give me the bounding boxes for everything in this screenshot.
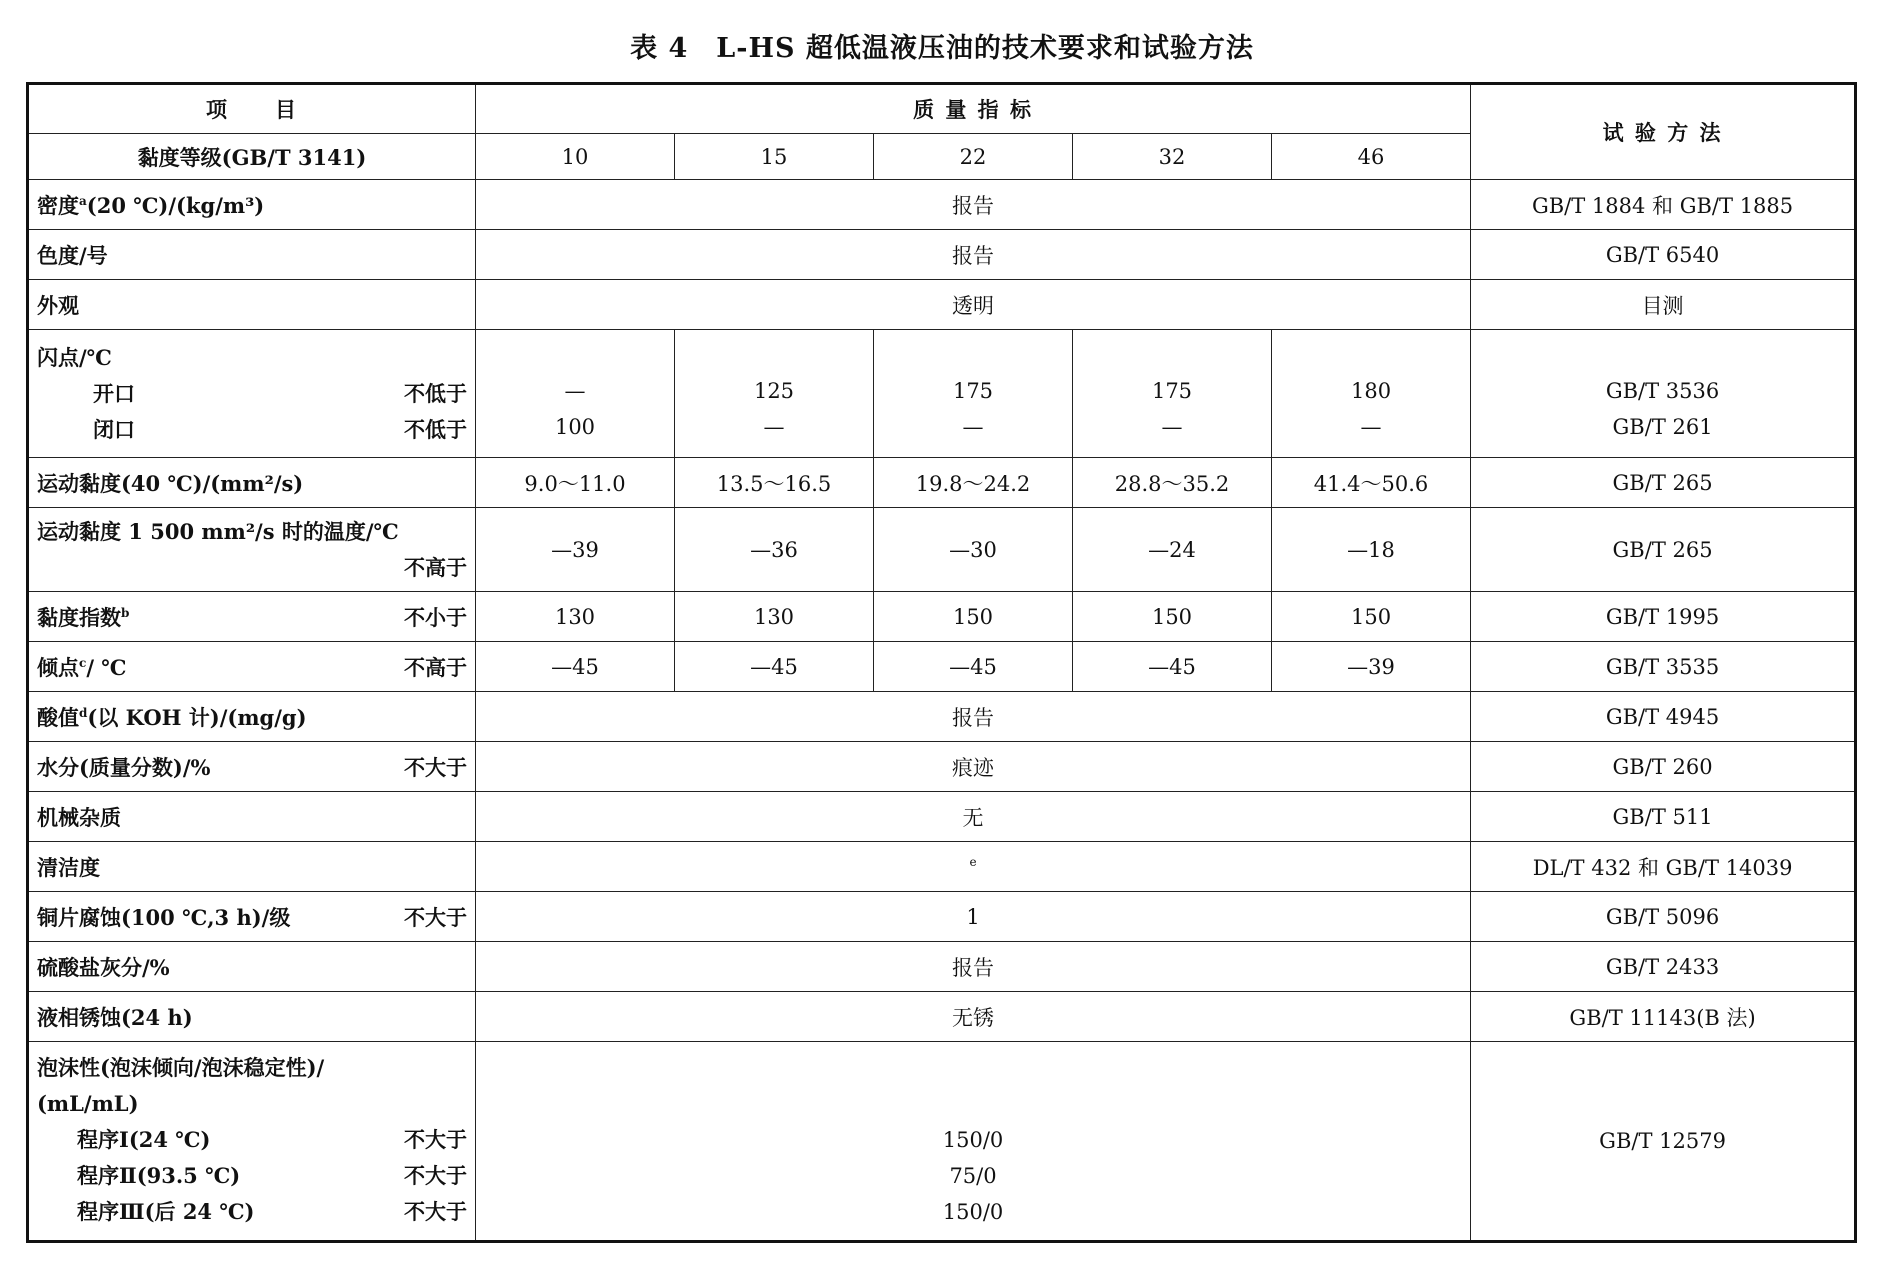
kvtemp-46: —18 bbox=[1272, 508, 1471, 592]
table-row bbox=[28, 692, 1856, 742]
water-value: 痕迹 bbox=[476, 742, 1471, 792]
table-row-foam bbox=[28, 1042, 1856, 1242]
impurity-method: GB/T 511 bbox=[1471, 792, 1856, 842]
clean-value: e bbox=[476, 842, 1471, 892]
clean-label: 清洁度 bbox=[28, 842, 476, 892]
density-method: GB/T 1884 和 GB/T 1885 bbox=[1471, 180, 1856, 230]
flash-method: GB/T 3536 GB/T 261 bbox=[1471, 330, 1856, 458]
appearance-value: 透明 bbox=[476, 280, 1471, 330]
copper-label: 铜片腐蚀(100 ℃,3 h)/级 不大于 bbox=[28, 892, 476, 942]
color-value: 报告 bbox=[476, 230, 1471, 280]
rust-value: 无锈 bbox=[476, 992, 1471, 1042]
flash-22: 175 — bbox=[874, 330, 1073, 458]
kv40-label: 运动黏度(40 ℃)/(mm²/s) bbox=[28, 458, 476, 508]
flash-46: 180 — bbox=[1272, 330, 1471, 458]
table-title-text: L-HS 超低温液压油的技术要求和试验方法 bbox=[716, 33, 1254, 64]
pour-method: GB/T 3535 bbox=[1471, 642, 1856, 692]
flash-32: 175 — bbox=[1073, 330, 1272, 458]
grade-22: 22 bbox=[874, 134, 1073, 180]
grade-10: 10 bbox=[476, 134, 675, 180]
kvtemp-22: —30 bbox=[874, 508, 1073, 592]
header-row bbox=[28, 84, 1856, 134]
grade-46: 46 bbox=[1272, 134, 1471, 180]
kvtemp-method: GB/T 265 bbox=[1471, 508, 1856, 592]
kvtemp-label: 运动黏度 1 500 mm²/s 时的温度/℃ 不高于 bbox=[28, 508, 476, 592]
kv40-15: 13.5～16.5 bbox=[675, 458, 874, 508]
pour-46: —39 bbox=[1272, 642, 1471, 692]
table-row bbox=[28, 742, 1856, 792]
table-row bbox=[28, 230, 1856, 280]
appearance-label: 外观 bbox=[28, 280, 476, 330]
kv40-method: GB/T 265 bbox=[1471, 458, 1856, 508]
item-header: 项 目 bbox=[28, 84, 476, 134]
color-label: 色度/号 bbox=[28, 230, 476, 280]
table-row bbox=[28, 892, 1856, 942]
vi-46: 150 bbox=[1272, 592, 1471, 642]
density-label: 密度$^a$(20 ℃)/(kg/m³) bbox=[28, 180, 476, 230]
vi-22: 150 bbox=[874, 592, 1073, 642]
copper-value: 1 bbox=[476, 892, 1471, 942]
table-row bbox=[28, 592, 1856, 642]
pour-22: —45 bbox=[874, 642, 1073, 692]
kvtemp-10: —39 bbox=[476, 508, 675, 592]
grade-15: 15 bbox=[675, 134, 874, 180]
ash-method: GB/T 2433 bbox=[1471, 942, 1856, 992]
spec-table bbox=[26, 82, 1857, 1243]
table-row bbox=[28, 508, 1856, 592]
table-title bbox=[0, 26, 1884, 65]
table-row bbox=[28, 842, 1856, 892]
rust-method: GB/T 11143(B 法) bbox=[1471, 992, 1856, 1042]
flash-10: — 100 bbox=[476, 330, 675, 458]
foam-values: 150/0 75/0 150/0 bbox=[476, 1042, 1471, 1242]
impurity-value: 无 bbox=[476, 792, 1471, 842]
quality-header: 质 量 指 标 bbox=[476, 84, 1471, 134]
pour-10: —45 bbox=[476, 642, 675, 692]
table-row bbox=[28, 280, 1856, 330]
table-number: 表 4 bbox=[630, 33, 689, 64]
table-row bbox=[28, 992, 1856, 1042]
kv40-46: 41.4～50.6 bbox=[1272, 458, 1471, 508]
kv40-32: 28.8～35.2 bbox=[1073, 458, 1272, 508]
table-row bbox=[28, 180, 1856, 230]
acid-value: 报告 bbox=[476, 692, 1471, 742]
foam-method: GB/T 12579 bbox=[1471, 1042, 1856, 1242]
vi-15: 130 bbox=[675, 592, 874, 642]
ash-label: 硫酸盐灰分/% bbox=[28, 942, 476, 992]
grade-label: 黏度等级(GB/T 3141) bbox=[28, 134, 476, 180]
table-row bbox=[28, 942, 1856, 992]
pour-label: 倾点$^c$/ ℃ 不高于 bbox=[28, 642, 476, 692]
kv40-10: 9.0～11.0 bbox=[476, 458, 675, 508]
grade-32: 32 bbox=[1073, 134, 1272, 180]
appearance-method: 目测 bbox=[1471, 280, 1856, 330]
ash-value: 报告 bbox=[476, 942, 1471, 992]
impurity-label: 机械杂质 bbox=[28, 792, 476, 842]
water-method: GB/T 260 bbox=[1471, 742, 1856, 792]
density-value: 报告 bbox=[476, 180, 1471, 230]
table-row bbox=[28, 458, 1856, 508]
foam-label: 泡沫性(泡沫倾向/泡沫稳定性)/ (mL/mL) 程序Ⅰ(24 ℃) 不大于 程序Ⅱ(93.5 ℃) 不大于 程序Ⅲ(后 24 ℃) 不大于 bbox=[28, 1042, 476, 1242]
pour-15: —45 bbox=[675, 642, 874, 692]
vi-10: 130 bbox=[476, 592, 675, 642]
flash-label: 闪点/℃ 开口 不低于 闭口 不低于 bbox=[28, 330, 476, 458]
table-row-flash bbox=[28, 330, 1856, 458]
pour-32: —45 bbox=[1073, 642, 1272, 692]
flash-15: 125 — bbox=[675, 330, 874, 458]
rust-label: 液相锈蚀(24 h) bbox=[28, 992, 476, 1042]
kvtemp-15: —36 bbox=[675, 508, 874, 592]
acid-label: 酸值$^d$(以 KOH 计)/(mg/g) bbox=[28, 692, 476, 742]
vi-label: 黏度指数$^b$ 不小于 bbox=[28, 592, 476, 642]
copper-method: GB/T 5096 bbox=[1471, 892, 1856, 942]
method-header: 试 验 方 法 bbox=[1471, 84, 1856, 180]
table-row bbox=[28, 642, 1856, 692]
vi-32: 150 bbox=[1073, 592, 1272, 642]
clean-method: DL/T 432 和 GB/T 14039 bbox=[1471, 842, 1856, 892]
table-row bbox=[28, 792, 1856, 842]
water-label: 水分(质量分数)/% 不大于 bbox=[28, 742, 476, 792]
vi-method: GB/T 1995 bbox=[1471, 592, 1856, 642]
kv40-22: 19.8～24.2 bbox=[874, 458, 1073, 508]
color-method: GB/T 6540 bbox=[1471, 230, 1856, 280]
kvtemp-32: —24 bbox=[1073, 508, 1272, 592]
acid-method: GB/T 4945 bbox=[1471, 692, 1856, 742]
